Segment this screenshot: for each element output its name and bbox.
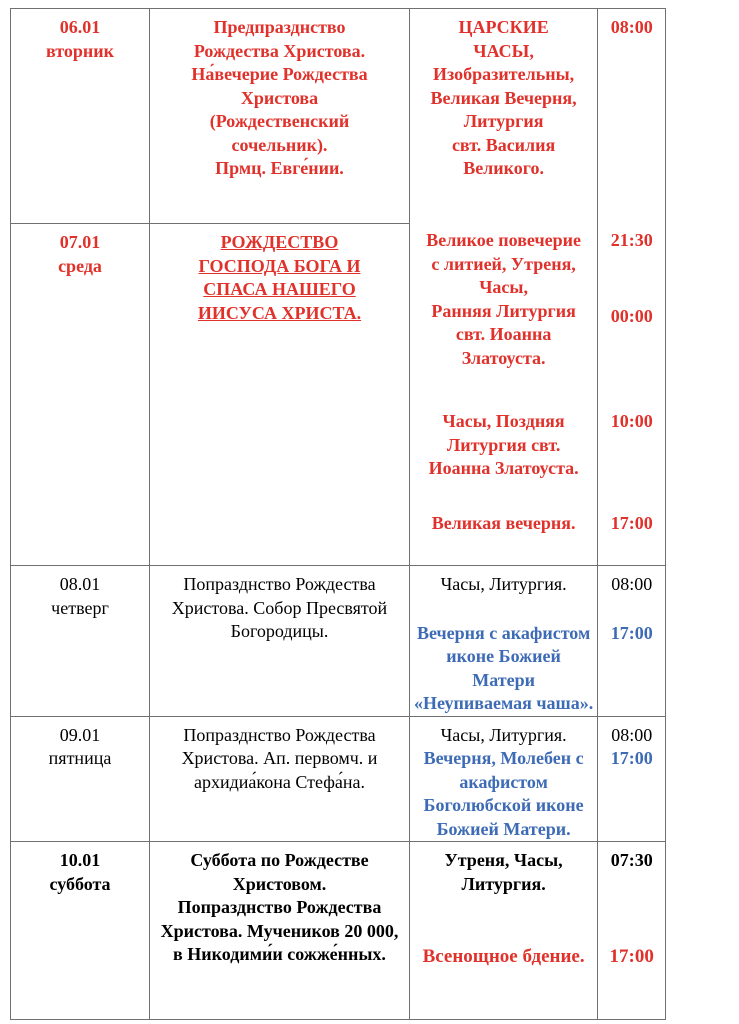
service-line: Иоанна Златоуста. <box>428 458 579 478</box>
service-line: акафистом <box>459 771 548 792</box>
feast-cell <box>150 224 410 566</box>
date-cell <box>11 842 150 1020</box>
service-line: Вечерня, Молебен с <box>423 748 584 768</box>
date: 08.01 <box>59 574 101 594</box>
table-row <box>11 566 666 717</box>
feast-line: Попразднство Рождества <box>183 574 376 594</box>
weekday: четверг <box>51 597 109 618</box>
feast-line: Рождества Христова. <box>193 40 366 61</box>
service-line: с литией, Утреня, <box>431 253 576 274</box>
service-block <box>410 410 597 481</box>
time: 17:00 <box>609 945 654 967</box>
merged-services-cell <box>410 9 598 566</box>
service-line: «Неупиваемая чаша». <box>414 693 594 713</box>
feast-line: архидиа́кона Стефа́на. <box>194 771 365 792</box>
feast-line: Суббота по Рождестве <box>190 850 369 870</box>
service-line: ЦАРСКИЕ <box>458 17 549 37</box>
feast-line: Богородицы. <box>230 621 329 641</box>
table-row <box>11 842 666 1020</box>
feast-line: Христова. Мучеников 20 000, <box>160 920 399 941</box>
time: 17:00 <box>610 622 653 643</box>
feast-cell <box>150 566 410 717</box>
services-cell <box>410 566 598 717</box>
service-line: Вечерня с акафистом <box>416 622 591 643</box>
date: 06.01 <box>59 17 101 37</box>
feast-line: Христовом. <box>232 873 327 894</box>
service-line: свт. Иоанна <box>455 324 552 344</box>
weekday: пятница <box>48 748 112 768</box>
service-line: Великого. <box>463 158 545 178</box>
date: 09.01 <box>59 724 101 745</box>
feast-line: На́вечерие Рождества <box>191 64 368 84</box>
feast-line: РОЖДЕСТВО <box>220 232 339 252</box>
date-cell <box>11 566 150 717</box>
service-line: Часы, Поздняя <box>442 411 565 431</box>
feast-line: Предпразднство <box>213 17 346 37</box>
service-line: ЧАСЫ, <box>473 40 534 61</box>
time: 08:00 <box>611 724 653 745</box>
schedule-table <box>10 8 666 1020</box>
table-row <box>11 716 666 842</box>
service-line: Всенощное бдение. <box>422 946 585 967</box>
weekday: среда <box>58 255 102 276</box>
feast-line: Прмц. Евге́нии. <box>215 158 344 178</box>
services-cell <box>410 716 598 842</box>
service-line: Великая Вечерня, <box>430 87 577 108</box>
times-cell <box>598 716 666 842</box>
time: 00:00 <box>610 306 653 326</box>
service-block <box>410 512 597 536</box>
service-line: Божией Матери. <box>436 818 571 839</box>
service-line: Златоуста. <box>461 347 546 368</box>
merged-times-cell <box>598 9 666 566</box>
feast-line: в Никодими́и сожже́нных. <box>173 944 386 964</box>
time: 10:00 <box>610 411 653 431</box>
time: 08:00 <box>610 17 653 37</box>
table-row <box>11 9 666 224</box>
feast-line: Христова <box>240 87 319 108</box>
date-cell <box>11 224 150 566</box>
feast-cell <box>150 716 410 842</box>
time: 08:00 <box>611 574 653 594</box>
times-cell <box>598 842 666 1020</box>
service-line: Изобразительны, <box>433 64 575 84</box>
date-cell <box>11 9 150 224</box>
feast-line: Христова. Ап. первомч. и <box>181 748 378 768</box>
services-cell <box>410 842 598 1020</box>
weekday: вторник <box>45 40 114 61</box>
time: 21:30 <box>610 230 653 250</box>
service-block <box>410 16 597 181</box>
service-block <box>410 229 597 370</box>
feast-line: Попразднство Рождества <box>183 724 376 745</box>
time: 17:00 <box>610 513 653 533</box>
service-line: Утреня, Часы, <box>444 850 563 870</box>
feast-line: сочельник). <box>231 134 328 155</box>
feast-line: СПАСА НАШЕГО <box>203 279 356 299</box>
time: 17:00 <box>610 748 653 768</box>
service-line: Ранняя Литургия <box>431 300 576 321</box>
service-line: Часы, <box>479 277 528 297</box>
service-line: Великая вечерня. <box>431 513 576 533</box>
date: 10.01 <box>59 850 101 870</box>
feast-line: (Рождественский <box>209 111 350 131</box>
service-line: иконе Божией <box>446 646 561 666</box>
date: 07.01 <box>59 232 101 252</box>
service-line: Литургия свт. <box>446 434 561 455</box>
feast-cell <box>150 9 410 224</box>
service-line: Великое повечерие <box>426 230 581 250</box>
feast-line: ГОСПОДА БОГА И <box>198 255 361 276</box>
service-line: Литургия <box>463 111 544 131</box>
feast-line: Христова. Собор Пресвятой <box>171 597 388 618</box>
feast-line: ИИСУСА ХРИСТА. <box>197 302 362 323</box>
weekday: суббота <box>49 873 111 894</box>
feast-line: Попразднство Рождества <box>177 897 382 917</box>
service-line: Часы, Литургия. <box>440 724 567 745</box>
service-line: Матери <box>472 669 535 690</box>
time: 07:30 <box>610 850 653 870</box>
service-line: свт. Василия <box>451 134 556 155</box>
date-cell <box>11 716 150 842</box>
service-line: Часы, Литургия. <box>440 574 567 594</box>
feast-cell <box>150 842 410 1020</box>
times-cell <box>598 566 666 717</box>
service-line: Боголюбской иконе <box>423 795 584 815</box>
service-line: Литургия. <box>461 873 546 894</box>
